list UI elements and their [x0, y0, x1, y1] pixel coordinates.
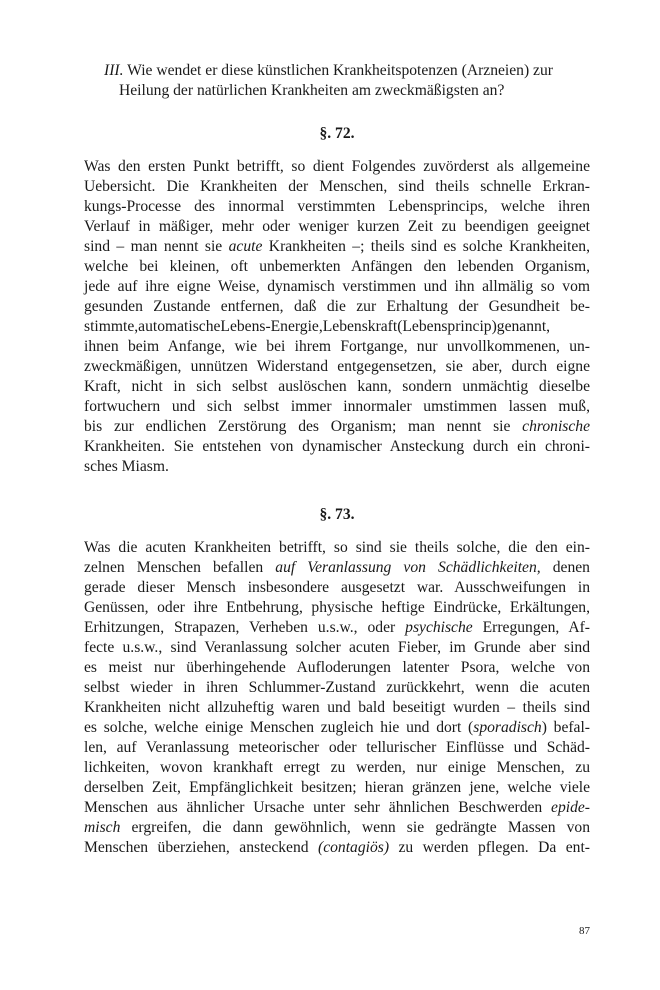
text-run: Krankheiten –; theils sind es solche Krankheiten, — [262, 238, 590, 255]
italic-text: (contagiös) — [318, 839, 390, 856]
italic-text: misch — [84, 819, 121, 836]
section-72-line — [84, 437, 590, 457]
section-73-line — [84, 838, 590, 858]
text-run: kungs-Processe des innormal verstimmten Lebensprincips, welche ihren — [84, 198, 590, 215]
section-73-line — [84, 658, 590, 678]
section-72-line — [84, 237, 590, 257]
section-72-line — [84, 197, 590, 217]
section-73-line — [84, 778, 590, 798]
text-run: ) befal- — [541, 719, 591, 736]
text-run: Erhitzungen, Strapazen, Verheben u.s.w., oder — [84, 619, 406, 636]
section-73-line — [84, 718, 590, 738]
section-72-heading: §. 72. — [319, 125, 355, 142]
italic-text: auf Veranlassung von Schädlichkeiten, — [275, 559, 541, 576]
text-run: lichkeiten, wovon krankhaft erregt zu werden, nur einige Menschen, zu — [84, 759, 590, 776]
text-run: Menschen überziehen, ansteckend — [84, 839, 319, 856]
text-run: gerade dieser Mensch insbesondere ausgesetzt war. Ausschweifungen in — [84, 579, 590, 596]
italic-text: psychische — [405, 619, 473, 636]
section-73-line — [84, 678, 590, 698]
section-72-line — [84, 177, 590, 197]
text-run: Krankheiten. Sie entstehen von dynamischer Ansteckung durch ein chroni- — [84, 438, 590, 455]
section-72-line — [84, 297, 590, 317]
section-72-line — [84, 417, 590, 437]
section-72-line — [84, 337, 590, 357]
section-73-line — [84, 798, 590, 818]
text-run: welche bei kleinen, oft unbemerkten Anfängen den lebenden Organism, — [84, 258, 590, 275]
section-73-line — [84, 698, 590, 718]
text-run: jede auf ihre eigne Weise, dynamisch verstimmen und ihn allmälig so vom — [84, 278, 590, 295]
section-72-line — [84, 457, 590, 477]
text-run: sind – man nennt sie — [84, 238, 229, 255]
question-three-text: Wie wendet er diese künstlichen Krankheitspotenzen (Arzneien) zur — [123, 62, 553, 79]
section-73-line — [84, 578, 590, 598]
text-run: ergreifen, die dann gewöhnlich, wenn sie gedrängte Massen von — [120, 819, 590, 836]
section-72-line — [84, 217, 590, 237]
text-run: fortwuchern und sich selbst immer innormaler umstimmen lassen muß, — [84, 398, 590, 415]
section-73-line — [84, 738, 590, 758]
text-run: sches Miasm. — [84, 458, 169, 475]
text-run: es solche, welche einige Menschen zugleich hie und dort ( — [84, 719, 474, 736]
section-73-line — [84, 558, 590, 578]
section-73-heading: §. 73. — [319, 506, 355, 523]
italic-text: chronische — [522, 418, 590, 435]
section-73-line — [84, 618, 590, 638]
section-72-line — [84, 277, 590, 297]
section-73-line — [84, 758, 590, 778]
text-run: zu werden pflegen. Da ent- — [389, 839, 590, 856]
text-run: fecte u.s.w., sind Veranlassung solcher acuten Fieber, im Grunde aber sind — [84, 639, 590, 656]
question-three-line-1 — [104, 61, 553, 81]
text-run: Erregungen, Af- — [472, 619, 590, 636]
italic-text: epide- — [551, 799, 590, 816]
text-run: Verlauf in mäßiger, mehr oder weniger kurzen Zeit zu beendigen geeignet — [84, 218, 590, 235]
section-72-line — [84, 397, 590, 417]
text-run: ihnen beim Anfange, wie bei ihrem Fortgange, nur unvollkommenen, un- — [84, 338, 590, 355]
italic-text: sporadisch — [473, 719, 542, 736]
section-73-line — [84, 638, 590, 658]
text-run: es meist nur überhingehende Aufloderungen latenter Psora, welche von — [84, 659, 590, 676]
text-run: zweckmäßigen, unnützen Widerstand entgegensetzen, sie aber, durch eigne — [84, 358, 590, 375]
text-run: Was den ersten Punkt betrifft, so dient Folgendes zuvörderst als allgemeine — [84, 158, 590, 175]
italic-text: acute — [228, 238, 263, 255]
section-73-line — [84, 538, 590, 558]
section-72-line — [84, 357, 590, 377]
text-run: zelnen Menschen befallen — [84, 559, 276, 576]
question-three-line-2: Heilung der natürlichen Krankheiten am zweckmäßigsten an? — [119, 82, 505, 99]
text-run: len, auf Veranlassung meteorischer oder tellurischer Einflüsse und Schäd- — [84, 739, 590, 756]
text-run: derselben Zeit, Empfänglichkeit besitzen; hieran gränzen jene, welche viele — [84, 779, 590, 796]
text-run: stimmte,automatischeLebens-Energie,Lebenskraft(Lebensprincip)genannt, — [84, 318, 551, 335]
text-run: Kraft, nicht in sich selbst auslöschen kann, sondern unmächtig dieselbe — [84, 378, 590, 395]
text-run: Menschen aus ähnlicher Ursache unter sehr ähnlichen Beschwerden — [84, 799, 552, 816]
page-number: 87 — [579, 925, 590, 937]
text-run: denen — [540, 559, 590, 576]
text-run: bis zur endlichen Zerstörung des Organism; man nennt sie — [84, 418, 523, 435]
text-run: Was die acuten Krankheiten betrifft, so sind sie theils solche, die den ein- — [84, 539, 590, 556]
text-run: Uebersicht. Die Krankheiten der Menschen, sind theils schnelle Erkran- — [84, 178, 590, 195]
section-73-line — [84, 818, 590, 838]
section-73-line — [84, 598, 590, 618]
section-72-line — [84, 157, 590, 177]
section-72-line — [84, 257, 590, 277]
section-72-line — [84, 317, 590, 337]
question-three-numeral: III. — [104, 62, 124, 79]
text-run: gesunden Zustande entfernen, daß die zur Erhaltung der Gesundheit be- — [84, 298, 590, 315]
text-run: Genüssen, oder ihre Entbehrung, physische heftige Eindrücke, Erkältungen, — [84, 599, 590, 616]
text-run: selbst wieder in ihren Schlummer-Zustand zurückkehrt, wenn die acuten — [84, 679, 590, 696]
text-run: Krankheiten nicht allzuheftig waren und bald beseitigt wurden – theils sind — [84, 699, 590, 716]
section-72-line — [84, 377, 590, 397]
